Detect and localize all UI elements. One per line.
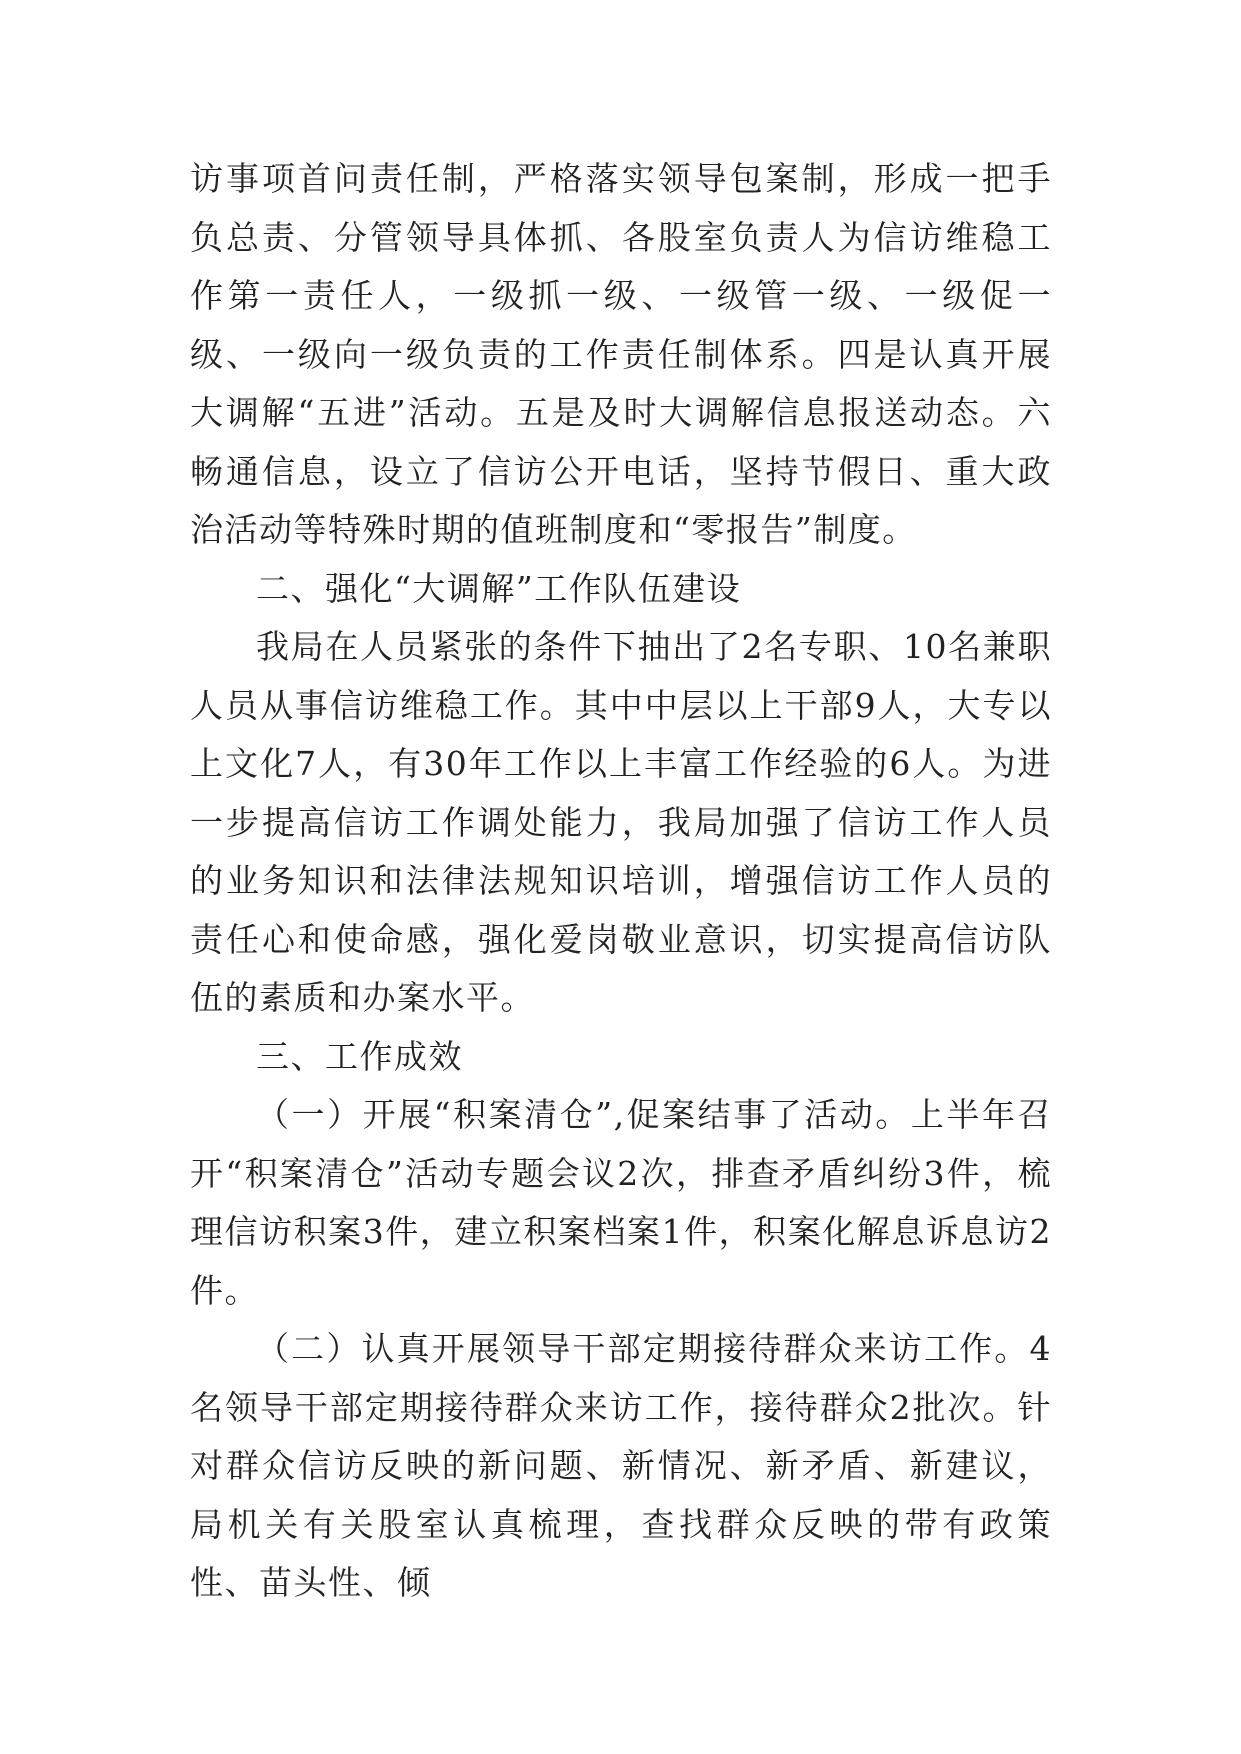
paragraph-staffing: 我局在人员紧张的条件下抽出了2名专职、10名兼职人员从事信访维稳工作。其中中层以上干部9人，大专以上文化7人，有30年工作以上丰富工作经验的6人。为进一步提高信访工作调处能力，我局加强了信访工作人员的业务知识和法律法规知识培训，增强信访工作人员的责任心和使命感，强化爱岗敬业意识，切实提高信访队伍的素质和办案水平。	[190, 627, 1052, 1017]
section-heading-team-building: 二、强化“大调解”工作队伍建设	[256, 568, 742, 608]
paragraph-leader-reception: （二）认真开展领导干部定期接待群众来访工作。4名领导干部定期接待群众来访工作，接待群众2批次。针对群众信访反映的新问题、新情况、新矛盾、新建议，局机关有关股室认真梳理，查找群众反映的带有政策性、苗头性、倾	[190, 1329, 1052, 1602]
document-page	[190, 150, 1052, 1613]
section-heading-results: 三、工作成效	[256, 1036, 463, 1076]
paragraph-backlog-cases: （一）开展“积案清仓”,促案结事了活动。上半年召开“积案清仓”活动专题会议2次，排查矛盾纠纷3件，梳理信访积案3件，建立积案档案1件，积案化解息诉息访2件。	[190, 1095, 1052, 1310]
paragraph-continuation: 访事项首问责任制，严格落实领导包案制，形成一把手负总责、分管领导具体抓、各股室负责人为信访维稳工作第一责任人，一级抓一级、一级管一级、一级促一级、一级向一级负责的工作责任制体系。四是认真开展大调解“五进”活动。五是及时大调解信息报送动态。六畅通信息，设立了信访公开电话，坚持节假日、重大政治活动等特殊时期的值班制度和“零报告”制度。	[190, 159, 1052, 549]
